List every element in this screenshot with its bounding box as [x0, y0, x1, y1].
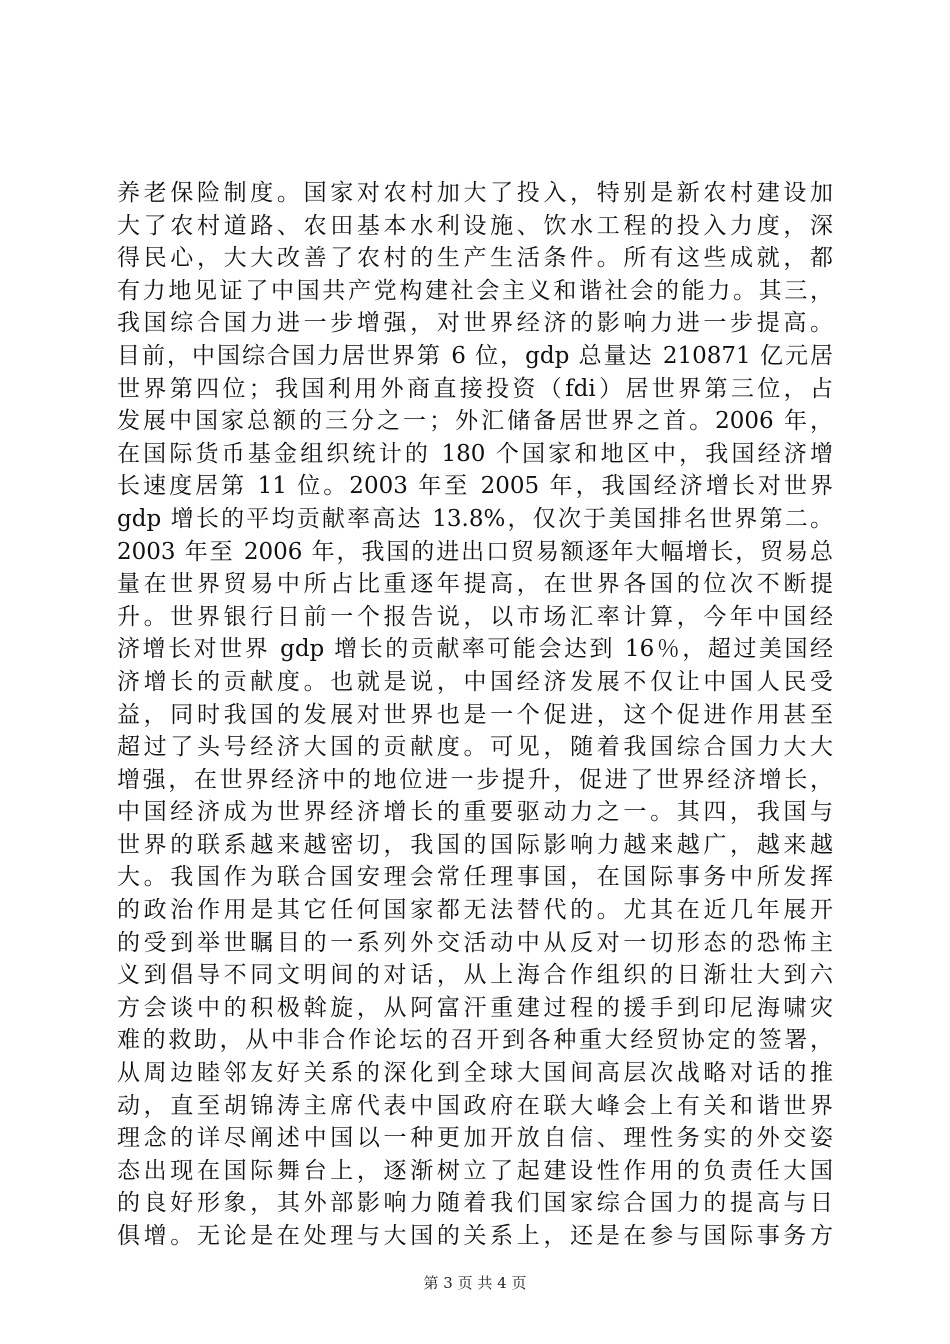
- text-line: 的政治作用是其它任何国家都无法替代的。尤其在近几年展开: [117, 897, 833, 924]
- text-line: 增强，在世界经济中的地位进一步提升，促进了世界经济增长，: [117, 766, 833, 793]
- text-line: 超过了头号经济大国的贡献度。可见，随着我国综合国力大大: [117, 734, 833, 761]
- text-line: 得民心，大大改善了农村的生产生活条件。所有这些成就，都: [117, 245, 833, 272]
- text-line: 我国综合国力进一步增强，对世界经济的影响力进一步提高。: [117, 310, 833, 337]
- text-line: 在国际货币基金组织统计的 180 个国家和地区中，我国经济增: [117, 440, 833, 467]
- text-line: 世界第四位；我国利用外商直接投资（fdi）居世界第三位，占: [117, 375, 833, 402]
- text-line: 长速度居第 11 位。2003 年至 2005 年，我国经济增长对世界: [117, 473, 833, 500]
- text-line: 升。世界银行日前一个报告说，以市场汇率计算，今年中国经: [117, 603, 833, 630]
- text-line: 方会谈中的积极斡旋，从阿富汗重建过程的援手到印尼海啸灾: [117, 994, 833, 1021]
- text-line: 中国经济成为世界经济增长的重要驱动力之一。其四，我国与: [117, 799, 833, 826]
- text-line: 难的救助，从中非合作论坛的召开到各种重大经贸协定的签署，: [117, 1027, 833, 1054]
- text-line: 发展中国家总额的三分之一；外汇储备居世界之首。2006 年，: [117, 408, 833, 435]
- text-line: 量在世界贸易中所占比重逐年提高，在世界各国的位次不断提: [117, 571, 833, 598]
- text-line: 俱增。无论是在处理与大国的关系上，还是在参与国际事务方: [117, 1223, 833, 1249]
- text-line: 理念的详尽阐述中国以一种更加开放自信、理性务实的外交姿: [117, 1125, 833, 1152]
- text-line: 养老保险制度。国家对农村加大了投入，特别是新农村建设加: [117, 180, 833, 206]
- text-line: 目前，中国综合国力居世界第 6 位，gdp 总量达 210871 亿元居: [117, 342, 833, 369]
- text-line: 动，直至胡锦涛主席代表中国政府在联大峰会上有关和谐世界: [117, 1092, 833, 1119]
- text-line: 从周边睦邻友好关系的深化到全球大国间高层次战略对话的推: [117, 1060, 833, 1087]
- text-line: 世界的联系越来越密切，我国的国际影响力越来越广，越来越: [117, 831, 833, 858]
- page-footer: 第 3 页 共 4 页: [423, 1274, 527, 1292]
- text-line: 义到倡导不同文明间的对话，从上海合作组织的日渐壮大到六: [117, 962, 833, 989]
- text-line: 2003 年至 2006 年，我国的进出口贸易额逐年大幅增长，贸易总: [117, 538, 833, 565]
- text-line: gdp 增长的平均贡献率高达 13.8%，仅次于美国排名世界第二。: [117, 505, 833, 532]
- text-line: 的受到举世瞩目的一系列外交活动中从反对一切形态的恐怖主: [117, 929, 833, 956]
- text-line: 的良好形象，其外部影响力随着我们国家综合国力的提高与日: [117, 1190, 833, 1217]
- text-line: 大了农村道路、农田基本水利设施、饮水工程的投入力度，深: [117, 212, 833, 239]
- text-line: 济增长对世界 gdp 增长的贡献率可能会达到 16％，超过美国经: [117, 636, 833, 663]
- text-line: 大。我国作为联合国安理会常任理事国，在国际事务中所发挥: [117, 864, 833, 891]
- text-line: 益，同时我国的发展对世界也是一个促进，这个促进作用甚至: [117, 701, 833, 728]
- body-text: [117, 177, 833, 1253]
- text-line: 有力地见证了中国共产党构建社会主义和谐社会的能力。其三，: [117, 277, 833, 304]
- text-line: 济增长的贡献度。也就是说，中国经济发展不仅让中国人民受: [117, 668, 833, 695]
- text-line: 态出现在国际舞台上，逐渐树立了起建设性作用的负责任大国: [117, 1157, 833, 1184]
